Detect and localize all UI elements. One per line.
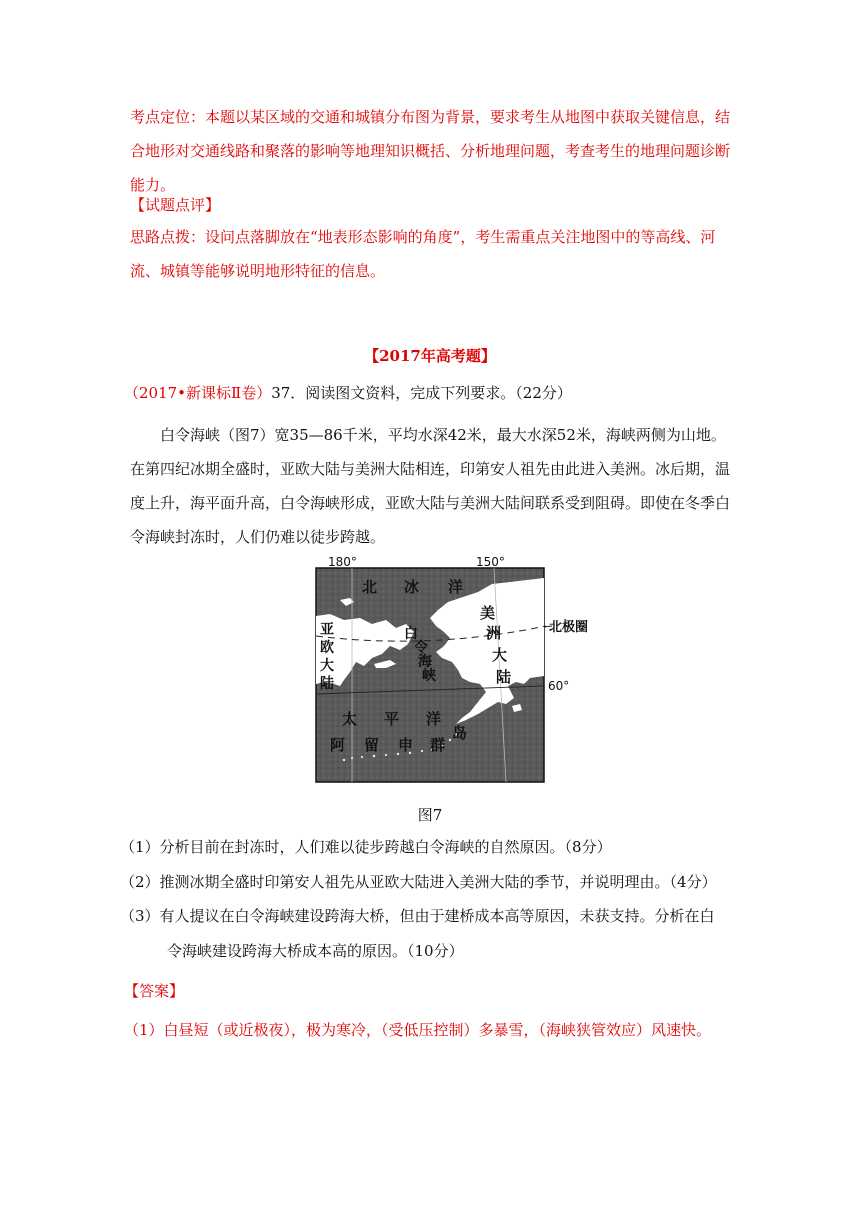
arctic-ocean-char-1: 北 <box>362 578 378 596</box>
pacific-char-3: 洋 <box>426 710 442 728</box>
lon-150-label: 150° <box>476 555 505 569</box>
answer-heading: 【答案】 <box>124 982 185 1000</box>
aleutian-char-1: 阿 <box>330 736 346 754</box>
question-source: （2017•新课标Ⅱ卷） <box>124 384 272 402</box>
strait-char-2: 令 <box>414 640 428 656</box>
figure-caption: 图7 <box>417 806 443 824</box>
intro-line-3: 能力。 <box>130 176 176 194</box>
aleutian-char-3: 申 <box>398 736 414 754</box>
subquestion-3: （3）有人提议在白令海峡建设跨海大桥，但由于建桥成本高等原因，未获支持。分析在白 <box>120 907 715 925</box>
subquestion-1: （1）分析目前在封冻时，人们难以徒步跨越白令海峡的自然原因。（8分） <box>120 838 612 856</box>
america-char-3: 大 <box>492 646 508 664</box>
eurasia-char-1: 亚 <box>320 622 334 638</box>
aleutian-char-2: 留 <box>364 736 380 754</box>
intro-paragraph <box>130 100 730 202</box>
question-body-line-3: 度上升，海平面升高，白令海峡形成，亚欧大陆与美洲大陆间联系受到阻碍。即使在冬季白 <box>130 494 731 512</box>
strait-char-4: 峡 <box>422 668 436 684</box>
question-intro: 37．阅读图文资料，完成下列要求。（22分） <box>271 384 572 402</box>
review-heading: 【试题点评】 <box>130 196 221 214</box>
america-char-1: 美 <box>480 604 496 622</box>
arctic-ocean-char-2: 冰 <box>404 578 420 596</box>
eurasia-char-4: 陆 <box>320 676 334 692</box>
question-body-line-4: 令海峡封冻时，人们仍难以徒步跨越。 <box>130 528 386 546</box>
question-body-line-2: 在第四纪冰期全盛时，亚欧大陆与美洲大陆相连，印第安人祖先由此进入美洲。冰后期，温 <box>130 460 731 478</box>
intro-line-2: 合地形对交通线路和聚落的影响等地理知识概括、分析地理问题，考查考生的地理问题诊断 <box>130 142 731 160</box>
arctic-ocean-char-3: 洋 <box>448 578 464 596</box>
question-body <box>130 418 750 554</box>
pacific-char-1: 太 <box>342 710 358 728</box>
strait-char-3: 海 <box>418 654 432 670</box>
subquestion-3-continued: 令海峡建设跨海大桥成本高的原因。（10分） <box>167 942 464 960</box>
section-title: 【2017年高考题】 <box>364 347 496 365</box>
review-line-2: 流、城镇等能够说明地形特征的信息。 <box>130 262 386 280</box>
aleutian-char-5: 岛 <box>452 724 468 742</box>
question-body-line-1: 白令海峡（图7）宽35—86千米，平均水深42米，最大水深52米，海峡两侧为山地。 <box>160 426 726 444</box>
question-header <box>124 383 572 403</box>
eurasia-char-3: 大 <box>320 658 334 674</box>
subquestion-2: （2）推测冰期全盛时印第安人祖先从亚欧大陆进入美洲大陆的季节，并说明理由。（4分） <box>120 873 717 891</box>
bering-strait-map <box>310 554 610 786</box>
eurasia-char-2: 欧 <box>320 640 334 656</box>
lon-180-label: 180° <box>328 555 357 569</box>
america-char-4: 陆 <box>496 668 512 686</box>
lat-60-label: 60° <box>548 679 570 693</box>
america-char-2: 洲 <box>486 624 502 642</box>
review-paragraph <box>130 220 730 288</box>
strait-char-1: 白 <box>404 626 418 642</box>
intro-line-1: 考点定位：本题以某区域的交通和城镇分布图为背景，要求考生从地图中获取关键信息，结 <box>130 108 731 126</box>
pacific-char-2: 平 <box>384 710 400 728</box>
aleutian-char-4: 群 <box>430 736 446 754</box>
arctic-circle-label: 北极圈 <box>549 620 589 635</box>
answer-line-1: （1）白昼短（或近极夜），极为寒冷，（受低压控制）多暴雪，（海峡狭管效应）风速快。 <box>124 1021 712 1039</box>
review-line-1: 思路点拨：设问点落脚放在“地表形态影响的角度”，考生需重点关注地图中的等高线、河 <box>130 228 716 246</box>
